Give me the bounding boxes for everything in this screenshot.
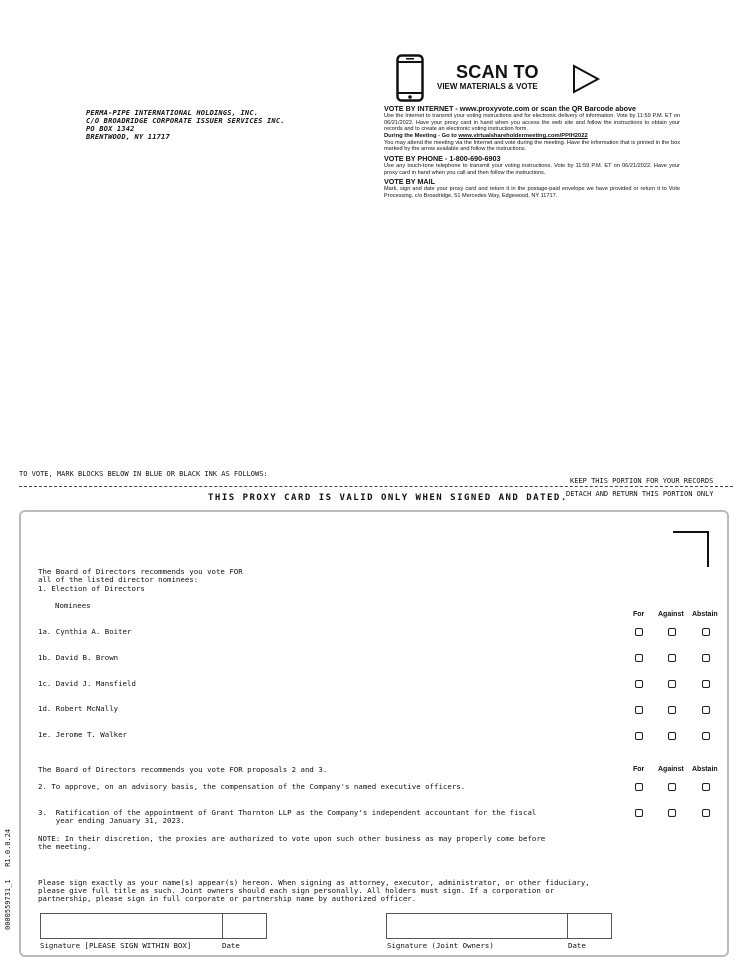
- control-code: 0000559731_1 R1.0.0.24: [4, 828, 12, 930]
- checkbox-1b-against[interactable]: [668, 654, 676, 662]
- detach-portion-label: DETACH AND RETURN THIS PORTION ONLY: [566, 490, 714, 498]
- mail-text: Mark, sign and date your proxy card and return it in the postage-paid envelope we have provided or return it to Vote Processing, c/o Broadridge, 51 Mercedes Way, Edgewood, NY 11717.: [384, 186, 680, 199]
- checkbox-1e-against[interactable]: [668, 732, 676, 740]
- date-label: Date: [222, 941, 240, 950]
- checkbox-p2-for[interactable]: [635, 783, 643, 791]
- checkbox-1d-abstain[interactable]: [702, 706, 710, 714]
- checkbox-1e-abstain[interactable]: [702, 732, 710, 740]
- detach-line: [19, 486, 733, 487]
- col-abstain: Abstain: [692, 611, 718, 618]
- checkbox-1d-for[interactable]: [635, 706, 643, 714]
- proposal-2: 2. To approve, on an advisory basis, the compensation of the Company's named executive officers.: [38, 782, 466, 791]
- signature-label: Signature [PLEASE SIGN WITHIN BOX]: [40, 941, 192, 950]
- checkbox-1b-for[interactable]: [635, 654, 643, 662]
- play-arrow-icon: [571, 64, 601, 94]
- voting-instructions: [384, 103, 680, 199]
- col-against: Against: [658, 611, 684, 618]
- checkbox-1a-against[interactable]: [668, 628, 676, 636]
- nominee-1b: 1b. David B. Brown: [38, 653, 119, 662]
- corner-mark: [673, 531, 709, 567]
- phone-text: Use any touch-tone telephone to transmit your voting instructions. Vote by 11:59 P.M. ET on 06/21/2022. Have your proxy card in hand when you call and then follow the instructions.: [384, 162, 680, 176]
- joint-date-label: Date: [568, 941, 586, 950]
- col-abstain: Abstain: [692, 766, 718, 773]
- nominee-1a: 1a. Cynthia A. Boiter: [38, 627, 132, 636]
- nominee-1c: 1c. David J. Mansfield: [38, 679, 136, 688]
- scan-subtitle: VIEW MATERIALS & VOTE: [437, 82, 538, 91]
- proposals-recommendation: The Board of Directors recommends you vote FOR proposals 2 and 3.: [38, 765, 328, 774]
- address-line: BRENTWOOD, NY 11717: [86, 133, 170, 141]
- date-box[interactable]: [222, 913, 267, 939]
- checkbox-1c-abstain[interactable]: [702, 680, 710, 688]
- col-for: For: [633, 611, 645, 618]
- col-for: For: [633, 766, 645, 773]
- proposal-3-cont: year ending January 31, 2023.: [38, 816, 185, 825]
- nominee-1d: 1d. Robert McNally: [38, 704, 119, 713]
- checkbox-1b-abstain[interactable]: [702, 654, 710, 662]
- phone-icon: [396, 54, 424, 102]
- checkbox-p3-for[interactable]: [635, 809, 643, 817]
- joint-date-box[interactable]: [567, 913, 612, 939]
- ink-instructions: TO VOTE, MARK BLOCKS BELOW IN BLUE OR BLACK INK AS FOLLOWS:: [19, 470, 268, 478]
- checkbox-p3-against[interactable]: [668, 809, 676, 817]
- address-line: PO BOX 1342: [86, 125, 135, 133]
- col-against: Against: [658, 766, 684, 773]
- note-text: NOTE: In their discretion, the proxies are authorized to vote upon such other business as may properly come before: [38, 834, 546, 843]
- item-1-label: 1. Election of Directors: [38, 584, 145, 593]
- checkbox-1c-against[interactable]: [668, 680, 676, 688]
- meeting-url-link[interactable]: www.virtualshareholdermeeting.com/PPIH2022: [458, 132, 588, 139]
- checkbox-1a-abstain[interactable]: [702, 628, 710, 636]
- joint-signature-label: Signature (Joint Owners): [387, 941, 494, 950]
- board-recommendation: The Board of Directors recommends you vote FOR: [38, 567, 243, 576]
- keep-portion-label: KEEP THIS PORTION FOR YOUR RECORDS: [570, 477, 714, 485]
- signing-instructions-cont: please give full title as such. Joint owners should each sign personally. All holders must sign. If a corporation or: [38, 886, 555, 895]
- return-address: [86, 109, 285, 141]
- valid-notice: THIS PROXY CARD IS VALID ONLY WHEN SIGNED AND DATED.: [208, 493, 568, 503]
- checkbox-p3-abstain[interactable]: [702, 809, 710, 817]
- signature-box[interactable]: [40, 913, 223, 939]
- checkbox-1e-for[interactable]: [635, 732, 643, 740]
- meeting-text: You may attend the meeting via the Internet and vote during the meeting. Have the information that is printed in the box marked by the arrow available and follow the instructions.: [384, 139, 680, 153]
- board-recommendation-cont: all of the listed director nominees:: [38, 575, 199, 584]
- meeting-heading: [384, 133, 680, 140]
- joint-signature-box[interactable]: [386, 913, 568, 939]
- note-text-cont: the meeting.: [38, 842, 92, 851]
- mail-heading: VOTE BY MAIL: [384, 177, 435, 187]
- address-line: PERMA-PIPE INTERNATIONAL HOLDINGS, INC.: [86, 109, 259, 117]
- address-line: C/O BROADRIDGE CORPORATE ISSUER SERVICES INC.: [86, 117, 285, 125]
- nominees-label: Nominees: [55, 601, 91, 610]
- signing-instructions: Please sign exactly as your name(s) appear(s) hereon. When signing as attorney, executor, administrator, or other fiduciary,: [38, 878, 590, 887]
- scan-title: SCAN TO: [456, 62, 539, 82]
- checkbox-1a-for[interactable]: [635, 628, 643, 636]
- checkbox-p2-abstain[interactable]: [702, 783, 710, 791]
- checkbox-1c-for[interactable]: [635, 680, 643, 688]
- internet-heading: VOTE BY INTERNET - www.proxyvote.com or scan the QR Barcode above: [384, 104, 637, 113]
- checkbox-1d-against[interactable]: [668, 706, 676, 714]
- phone-heading: VOTE BY PHONE - 1-800-690-6903: [384, 153, 501, 163]
- checkbox-p2-against[interactable]: [668, 783, 676, 791]
- signing-instructions-cont2: partnership, please sign in full corporate or partnership name by authorized officer.: [38, 894, 417, 903]
- proposal-3: 3. Ratification of the appointment of Grant Thornton LLP as the Company's independent accountant for the fiscal: [38, 808, 537, 817]
- internet-text: Use the Internet to transmit your voting instructions and for electronic delivery of information. Vote by 11:59 P.M. ET on 06/21/2022. Have your proxy card in hand when you access the web site and follow the instructions to obtain your records and to create an electronic voting instruction form.: [384, 113, 680, 133]
- nominee-1e: 1e. Jerome T. Walker: [38, 730, 127, 739]
- meeting-heading-prefix: During the Meeting - Go to: [384, 132, 459, 139]
